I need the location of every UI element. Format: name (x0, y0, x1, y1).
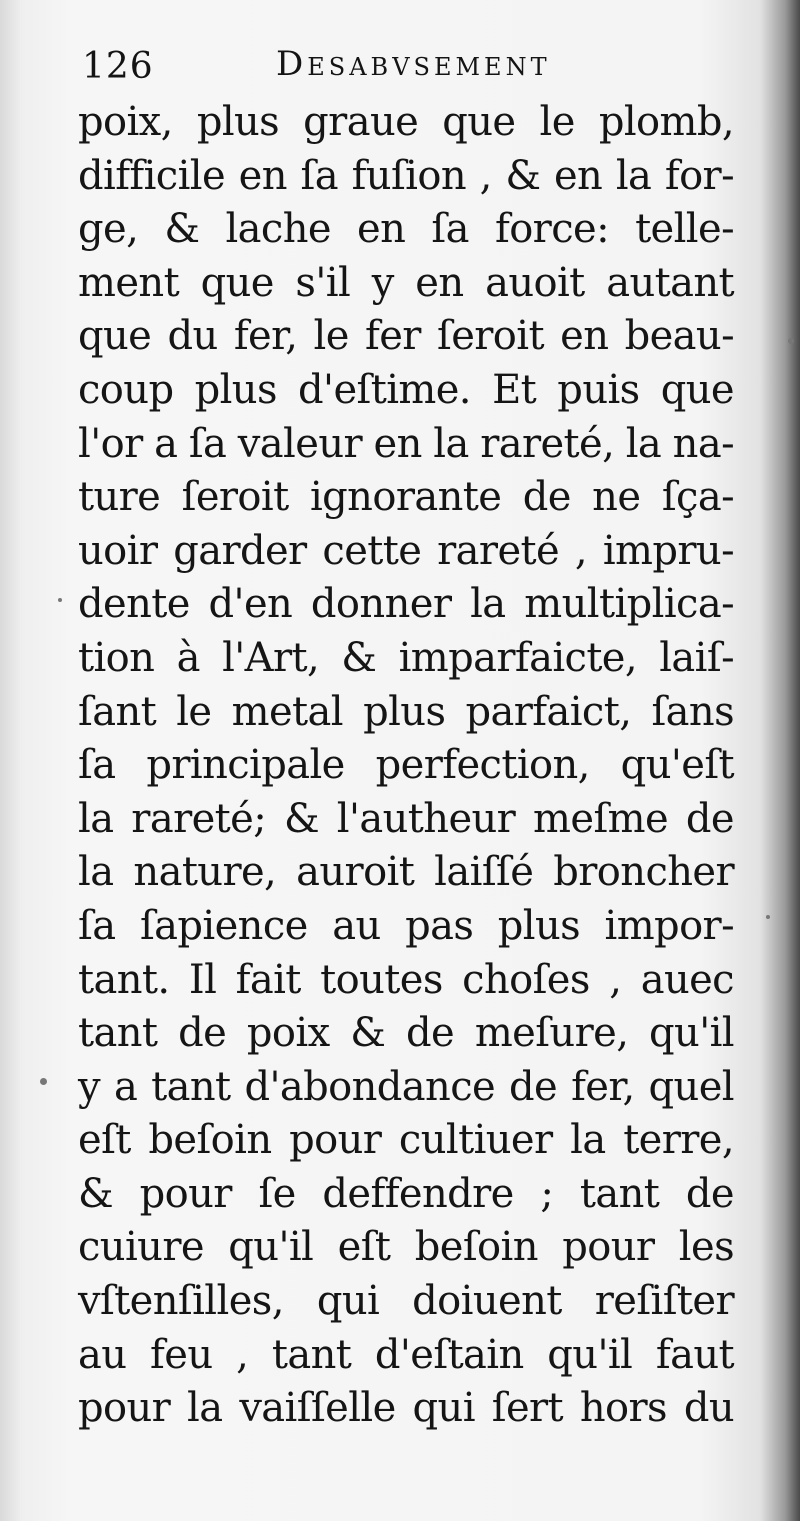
text-line: la nature, auroit laiſſé broncher (78, 849, 734, 896)
text-line: l'or a ſa valeur en la rareté, la na- (78, 420, 734, 467)
text-line: pour la vaiſſelle qui ſert hors du (78, 1385, 734, 1432)
text-line: y a tant d'abondance de fer, quel (78, 1063, 734, 1110)
text-line: ment que s'il y en auoit autant (78, 259, 734, 306)
ink-speck (40, 1078, 47, 1085)
ink-speck (766, 915, 770, 919)
text-line: poix, plus graue que le plomb, (78, 99, 734, 145)
text-line: ge, & lache en ſa force: telle- (78, 206, 734, 253)
ink-speck (788, 338, 794, 344)
text-line: vſtenſilles, qui doiuent reſiſter (78, 1278, 734, 1325)
page-header (78, 38, 738, 96)
text-line: ſa ſapience au pas plus impor- (78, 902, 734, 949)
text-line: difficile en ſa fuſion , & en la for- (78, 152, 734, 199)
text-line: tion à l'Art, & imparfaicte, laiſ- (78, 634, 734, 681)
text-line: au feu , tant d'eſtain qu'il faut (78, 1331, 734, 1378)
text-line: que du fer, le fer ſeroit en beau- (78, 313, 734, 360)
text-line: ture ſeroit ignorante de ne ſça- (78, 474, 734, 521)
text-line: la rareté; & l'autheur meſme de (78, 795, 734, 842)
text-line: ſa principale perfection, qu'eſt (78, 742, 734, 789)
text-line: & pour ſe deffendre ; tant de (78, 1170, 734, 1217)
text-line: uoir garder cette rareté , impru- (78, 527, 734, 574)
text-line: ſant le metal plus parfaict, ſans (78, 688, 734, 735)
text-line: eſt beſoin pour cultiuer la terre, (78, 1117, 734, 1164)
running-title: Desabvsement (276, 44, 551, 84)
text-line: coup plus d'eſtime. Et puis que (78, 366, 734, 413)
text-line: tant de poix & de meſure, qu'il (78, 1010, 734, 1057)
page-number: 126 (82, 46, 154, 87)
ink-speck (58, 598, 62, 602)
text-line: dente d'en donner la multiplica- (78, 581, 734, 628)
text-line: cuiure qu'il eſt beſoin pour les (78, 1224, 734, 1271)
body-text (78, 96, 734, 1436)
text-line: tant. Il fait toutes choſes , auec (78, 956, 734, 1003)
